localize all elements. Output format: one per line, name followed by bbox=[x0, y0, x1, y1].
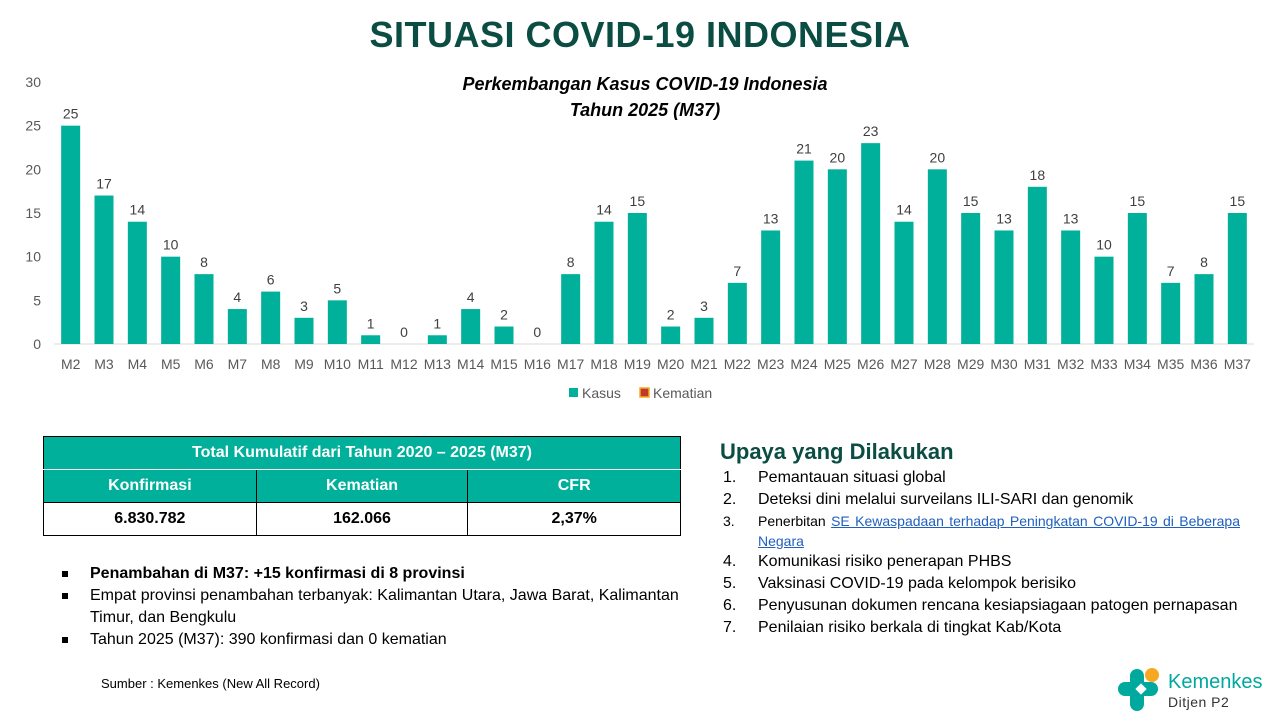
y-tick-label: 5 bbox=[33, 292, 41, 309]
table-title: Total Kumulatif dari Tahun 2020 – 2025 (M37) bbox=[44, 437, 681, 470]
page-title: SITUASI COVID-19 INDONESIA bbox=[369, 14, 911, 55]
bar-m18 bbox=[595, 222, 614, 344]
bar-m33 bbox=[1095, 257, 1114, 344]
x-tick-label: M12 bbox=[390, 356, 418, 372]
data-label-m11: 1 bbox=[366, 315, 375, 332]
data-label-m28: 20 bbox=[929, 149, 946, 166]
table-header-row bbox=[44, 437, 681, 470]
data-label-m5: 10 bbox=[162, 236, 179, 253]
y-tick-label: 10 bbox=[25, 248, 41, 265]
bar-m14 bbox=[461, 309, 480, 344]
x-tick-label: M35 bbox=[1157, 356, 1185, 372]
bar-m2 bbox=[61, 126, 80, 344]
bar-m34 bbox=[1128, 213, 1147, 344]
value-kematian: 162.066 bbox=[256, 503, 468, 536]
bar-m17 bbox=[561, 274, 580, 344]
x-tick-label: M19 bbox=[623, 356, 651, 372]
data-label-m7: 4 bbox=[233, 289, 242, 306]
x-tick-label: M34 bbox=[1123, 356, 1151, 372]
y-tick-label: 0 bbox=[33, 336, 41, 352]
x-tick-label: M8 bbox=[260, 356, 281, 372]
x-tick-label: M21 bbox=[690, 356, 718, 372]
bar-m11 bbox=[361, 335, 380, 344]
x-tick-label: M17 bbox=[557, 356, 585, 372]
list-item: 1. Pemantauan situasi global bbox=[723, 469, 946, 486]
bar-m4 bbox=[128, 222, 147, 344]
chart-title: Perkembangan Kasus COVID-19 Indonesia bbox=[462, 74, 828, 94]
bar-m22 bbox=[728, 283, 747, 344]
bar-m32 bbox=[1061, 230, 1080, 344]
chart-subtitle: Tahun 2025 (M37) bbox=[569, 100, 721, 120]
x-tick-label: M11 bbox=[357, 356, 384, 372]
bars-group bbox=[61, 106, 1247, 344]
data-label-m33: 10 bbox=[1096, 236, 1112, 253]
bar-m28 bbox=[928, 169, 947, 344]
bar-m23 bbox=[761, 230, 780, 344]
y-tick-label: 25 bbox=[25, 117, 41, 134]
data-label-m6: 8 bbox=[200, 254, 208, 271]
col-kematian: Kematian bbox=[256, 470, 468, 503]
x-tick-label: M28 bbox=[923, 356, 951, 372]
bar-m15 bbox=[495, 327, 514, 344]
x-tick-label: M3 bbox=[94, 356, 114, 372]
x-tick-label: M23 bbox=[757, 356, 785, 372]
upaya-list bbox=[720, 467, 1240, 639]
x-tick-label: M30 bbox=[990, 356, 1018, 372]
y-tick-label: 30 bbox=[25, 74, 41, 90]
bar-m21 bbox=[695, 318, 714, 344]
data-label-m35: 7 bbox=[1166, 262, 1175, 279]
x-tick-label: M31 bbox=[1023, 356, 1051, 372]
bar-m20 bbox=[661, 327, 680, 344]
data-label-m17: 8 bbox=[566, 254, 575, 271]
x-tick-label: M2 bbox=[60, 356, 81, 372]
value-cfr: 2,37% bbox=[468, 503, 681, 536]
y-tick-label: 20 bbox=[25, 161, 41, 178]
list-item: 5. Vaksinasi COVID-19 pada kelompok berisiko bbox=[723, 575, 1077, 592]
x-tick-label: M13 bbox=[423, 356, 451, 372]
x-tick-label: M25 bbox=[823, 356, 851, 372]
x-tick-label: M5 bbox=[160, 356, 181, 372]
legend-swatch-kasus bbox=[569, 388, 578, 397]
data-label-m32: 13 bbox=[1062, 210, 1079, 227]
bar-chart-svg bbox=[0, 66, 1280, 411]
x-tick-label: M4 bbox=[127, 356, 148, 372]
data-label-m25: 20 bbox=[829, 149, 846, 166]
list-item: 6. Penyusunan dokumen rencana kesiapsiagaan patogen pernapasan bbox=[723, 597, 1238, 614]
upaya-title: Upaya yang Dilakukan bbox=[720, 439, 954, 464]
bar-m29 bbox=[961, 213, 980, 344]
legend-label-kasus: Kasus bbox=[582, 385, 621, 401]
bullet-square-icon bbox=[62, 637, 68, 643]
data-label-m24: 21 bbox=[796, 140, 812, 157]
bar-m30 bbox=[995, 230, 1014, 344]
x-tick-label: M7 bbox=[227, 356, 248, 372]
list-item: 4. Komunikasi risiko penerapan PHBS bbox=[723, 553, 1012, 570]
data-label-m34: 15 bbox=[1129, 193, 1146, 209]
value-konfirmasi: 6.830.782 bbox=[44, 503, 257, 536]
list-item: Penambahan di M37: +15 konfirmasi di 8 provinsi bbox=[62, 563, 682, 585]
x-tick-label: M16 bbox=[523, 356, 551, 372]
data-label-m18: 14 bbox=[596, 201, 612, 218]
bar-m6 bbox=[195, 274, 214, 344]
bar-m8 bbox=[261, 292, 280, 344]
x-tick-label: M15 bbox=[490, 356, 518, 372]
data-label-m10: 5 bbox=[333, 280, 342, 297]
data-label-m31: 18 bbox=[1029, 166, 1046, 183]
bar-m3 bbox=[95, 196, 114, 344]
bar-m9 bbox=[295, 318, 314, 344]
bar-m13 bbox=[428, 335, 447, 344]
data-label-m27: 14 bbox=[896, 201, 912, 218]
bar-m24 bbox=[795, 161, 814, 344]
x-tick-label: M36 bbox=[1190, 356, 1218, 372]
list-item: 2. Deteksi dini melalui surveilans ILI-SARI dan genomik bbox=[723, 491, 1134, 508]
data-label-m3: 17 bbox=[96, 175, 112, 192]
source-note: Sumber : Kemenkes (New All Record) bbox=[101, 676, 320, 691]
bar-m5 bbox=[161, 257, 180, 344]
data-label-m15: 2 bbox=[500, 306, 508, 323]
list-item: Empat provinsi penambahan terbanyak: Kalimantan Utara, Jawa Barat, Kalimantan Timur, dan Bengkulu bbox=[62, 585, 682, 629]
data-label-m16: 0 bbox=[533, 324, 542, 340]
data-label-m30: 13 bbox=[996, 210, 1012, 227]
data-label-m22: 7 bbox=[733, 262, 742, 279]
bullet-square-icon bbox=[62, 571, 68, 577]
data-label-m19: 15 bbox=[629, 193, 646, 209]
data-label-m8: 6 bbox=[266, 271, 275, 288]
data-label-m26: 23 bbox=[862, 123, 879, 140]
bar-m37 bbox=[1228, 213, 1247, 344]
bullet-square-icon bbox=[62, 593, 68, 599]
bar-m31 bbox=[1028, 187, 1047, 344]
x-tick-label: M14 bbox=[457, 356, 485, 372]
x-tick-label: M32 bbox=[1057, 356, 1085, 372]
summary-table bbox=[43, 436, 681, 536]
legend bbox=[569, 385, 712, 401]
x-tick-label: M22 bbox=[723, 356, 751, 372]
bar-m10 bbox=[328, 300, 347, 344]
bar-m27 bbox=[895, 222, 914, 344]
bar-m26 bbox=[861, 143, 880, 344]
col-konfirmasi: Konfirmasi bbox=[44, 470, 257, 503]
data-label-m37: 15 bbox=[1229, 193, 1246, 209]
data-label-m36: 8 bbox=[1200, 254, 1208, 271]
data-label-m4: 14 bbox=[129, 201, 146, 218]
table-column-row bbox=[44, 470, 681, 503]
x-axis bbox=[61, 356, 1251, 372]
data-label-m29: 15 bbox=[962, 193, 979, 209]
x-tick-label: M20 bbox=[657, 356, 685, 372]
legend-swatch-kematian bbox=[640, 388, 649, 397]
bar-m36 bbox=[1195, 274, 1214, 344]
data-label-m20: 2 bbox=[666, 306, 675, 323]
bullet-list bbox=[62, 563, 682, 651]
data-label-m9: 3 bbox=[300, 297, 308, 314]
data-label-m2: 25 bbox=[62, 105, 79, 122]
chart bbox=[0, 66, 1280, 411]
bar-m7 bbox=[228, 309, 247, 344]
bar-m25 bbox=[828, 169, 847, 344]
col-cfr: CFR bbox=[468, 470, 681, 503]
legend-label-kematian: Kematian bbox=[653, 385, 713, 401]
x-tick-label: M29 bbox=[957, 356, 985, 372]
x-tick-label: M37 bbox=[1223, 356, 1251, 372]
x-tick-label: M6 bbox=[194, 356, 214, 372]
y-tick-label: 15 bbox=[25, 205, 41, 221]
x-tick-label: M24 bbox=[790, 356, 818, 372]
data-label-m14: 4 bbox=[466, 289, 475, 306]
list-item: 7. Penilaian risiko berkala di tingkat Kab/Kota bbox=[723, 619, 1062, 636]
list-item: 3. Penerbitan SE Kewaspadaan terhadap Peningkatan COVID-19 di Beberapa Negara bbox=[723, 513, 1241, 549]
bar-m19 bbox=[628, 213, 647, 344]
table-row bbox=[44, 503, 681, 536]
se-kewaspadaan-link[interactable]: SE Kewaspadaan terhadap Peningkatan COVID-19 di Beberapa Negara bbox=[758, 513, 1241, 549]
x-tick-label: M26 bbox=[857, 356, 885, 372]
x-tick-label: M18 bbox=[590, 356, 618, 372]
x-tick-label: M10 bbox=[323, 356, 351, 372]
list-item: Tahun 2025 (M37): 390 konfirmasi dan 0 kematian bbox=[62, 629, 682, 651]
kemenkes-logo-icon bbox=[1116, 665, 1166, 715]
data-label-m23: 13 bbox=[762, 210, 779, 227]
data-label-m21: 3 bbox=[700, 297, 708, 314]
logo-subtitle: Ditjen P2 bbox=[1168, 694, 1230, 710]
x-tick-label: M27 bbox=[890, 356, 918, 372]
x-tick-label: M9 bbox=[294, 356, 314, 372]
data-label-m12: 0 bbox=[400, 324, 408, 340]
x-tick-label: M33 bbox=[1090, 356, 1118, 372]
data-label-m13: 1 bbox=[433, 315, 442, 332]
kemenkes-logo bbox=[1116, 665, 1276, 715]
bar-m35 bbox=[1161, 283, 1180, 344]
logo-name: Kemenkes bbox=[1168, 671, 1263, 693]
